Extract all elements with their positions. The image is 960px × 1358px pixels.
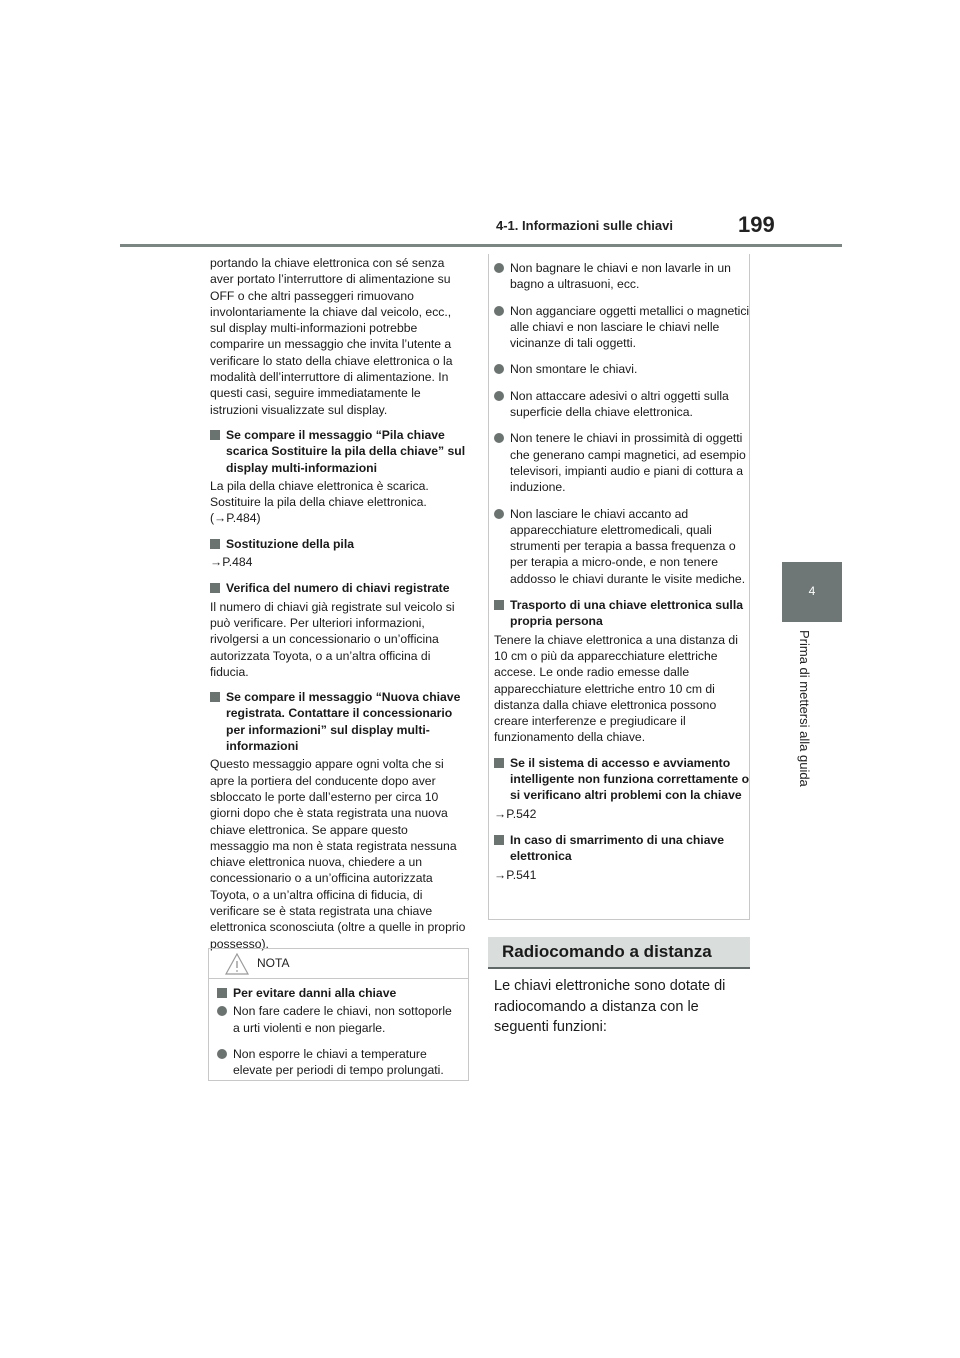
round-bullet-icon <box>494 263 504 273</box>
page-reference: →P.484 <box>210 555 253 570</box>
square-bullet-icon <box>494 600 504 610</box>
chapter-title: 4-1. Informazioni sulle chiavi <box>496 218 673 233</box>
round-bullet-icon <box>494 391 504 401</box>
section-heading: Verifica del numero di chiavi registrate <box>210 580 468 596</box>
list-item: Non esporre le chiavi a temperature elevate per periodi di tempo prolungati. <box>217 1046 460 1079</box>
list-item: Non fare cadere le chiavi, non sottoporle a urti violenti e non piegarle. <box>217 1003 460 1036</box>
page-reference: →P.542 <box>494 806 537 821</box>
square-bullet-icon <box>210 539 220 549</box>
round-bullet-icon <box>494 306 504 316</box>
section-intro-text: Le chiavi elettroniche sono dotate di radiocomando a distanza con le seguenti funzioni: <box>494 978 726 1035</box>
square-bullet-icon <box>210 583 220 593</box>
chapter-tab-number: 4 <box>808 584 816 598</box>
section-heading: Trasporto di una chiave elettronica sulla propria persona <box>494 597 750 630</box>
list-item: Non lasciare le chiavi accanto ad apparecchiature elettromedicali, quali strumenti per terapia a bassa frequenza o per terapia a micro-onde, e non tenere addosso le chiavi durante le visite mediche. <box>494 506 750 587</box>
left-column <box>210 255 468 961</box>
square-bullet-icon <box>210 430 220 440</box>
section-text: Tenere la chiave elettronica a una distanza di 10 cm o più da apparecchiature elettriche accese. Le onde radio emesse dalle apparecchiature elettriche entro 10 cm di distanza dalla chiave elettronica possono creare interferenze e pregiudicare il funzionamento della chiave. <box>494 632 738 745</box>
right-column <box>494 260 750 893</box>
chapter-side-label: Prima di mettersi alla guida <box>797 630 812 787</box>
round-bullet-icon <box>494 509 504 519</box>
warning-triangle-icon <box>225 953 249 975</box>
page-number: 199 <box>738 212 775 237</box>
page-reference: →P.541 <box>494 867 537 882</box>
list-item: Non tenere le chiavi in prossimità di oggetti che generano campi magnetici, ad esempio televisori, impianti audio e piani di cottura a induzione. <box>494 430 750 495</box>
section-text: Il numero di chiavi già registrate sul veicolo si può verificare. Per ulteriori informazioni, rivolgersi a un concessionario o un’officina autorizzata Toyota, o a un’altra officina di fiducia. <box>210 599 455 679</box>
round-bullet-icon <box>217 1006 227 1016</box>
list-item: Non attaccare adesivi o altri oggetti sulla superficie della chiave elettronica. <box>494 388 750 421</box>
section-heading: Se compare il messaggio “Nuova chiave registrata. Contattare il concessionario per informazioni” sul display multi-informazioni <box>210 689 468 754</box>
section-heading: Se il sistema di accesso e avviamento intelligente non funziona correttamente o si verificano altri problemi con la chiave <box>494 755 750 804</box>
square-bullet-icon <box>494 758 504 768</box>
section-text: La pila della chiave elettronica è scarica. Sostituire la pila della chiave elettronica. (→P.484) <box>210 478 429 526</box>
list-item: Non smontare le chiavi. <box>494 361 750 377</box>
section-heading: Per evitare danni alla chiave <box>217 985 460 1001</box>
square-bullet-icon <box>494 835 504 845</box>
square-bullet-icon <box>210 692 220 702</box>
nota-label: NOTA <box>257 956 290 970</box>
nota-box <box>208 948 469 1081</box>
list-item: Non bagnare le chiavi e non lavarle in un bagno a ultrasuoni, ecc. <box>494 260 750 293</box>
round-bullet-icon <box>494 433 504 443</box>
round-bullet-icon <box>217 1049 227 1059</box>
section-heading: In caso di smarrimento di una chiave elettronica <box>494 832 750 865</box>
section-title-bar <box>488 937 750 969</box>
section-heading: Se compare il messaggio “Pila chiave scarica Sostituire la pila della chiave” sul display multi-informazioni <box>210 427 468 476</box>
round-bullet-icon <box>494 364 504 374</box>
intro-paragraph: portando la chiave elettronica con sé senza aver portato l’interruttore di alimentazione su OFF o che altri passeggeri rimuovano involontariamente la chiave dal veicolo, ecc., sul display multi-informazioni potrebbe comparire un messaggio che invita l’utente a verificare lo stato della chiave elettronica o la modalità dell’interruttore di alimentazione. In questi casi, seguire immediatamente le istruzioni visualizzate sul display. <box>210 256 453 417</box>
chapter-tab <box>782 562 842 622</box>
section-title: Radiocomando a distanza <box>502 942 712 961</box>
section-heading: Sostituzione della pila <box>210 536 468 552</box>
list-item: Non agganciare oggetti metallici o magnetici alle chiavi e non lasciare le chiavi nelle vicinanze di tali oggetti. <box>494 303 750 352</box>
square-bullet-icon <box>217 988 227 998</box>
section-text: Questo messaggio appare ogni volta che si apre la portiera del conducente dopo aver sbloccato le porte dall’esterno per circa 10 giorni dopo che è stata registrata una nuova chiave elettronica. Se appare questo messaggio ma non è stata registrata nessuna chiave elettronica nuova, chiedere a un concessionario o a un’officina autorizzata Toyota, o a un’altra officina di fiducia, di verificare se è stata registrata una chiave elettronica sconosciuta (oltre a quelle in proprio possesso). <box>210 757 466 951</box>
header-divider <box>120 244 842 247</box>
